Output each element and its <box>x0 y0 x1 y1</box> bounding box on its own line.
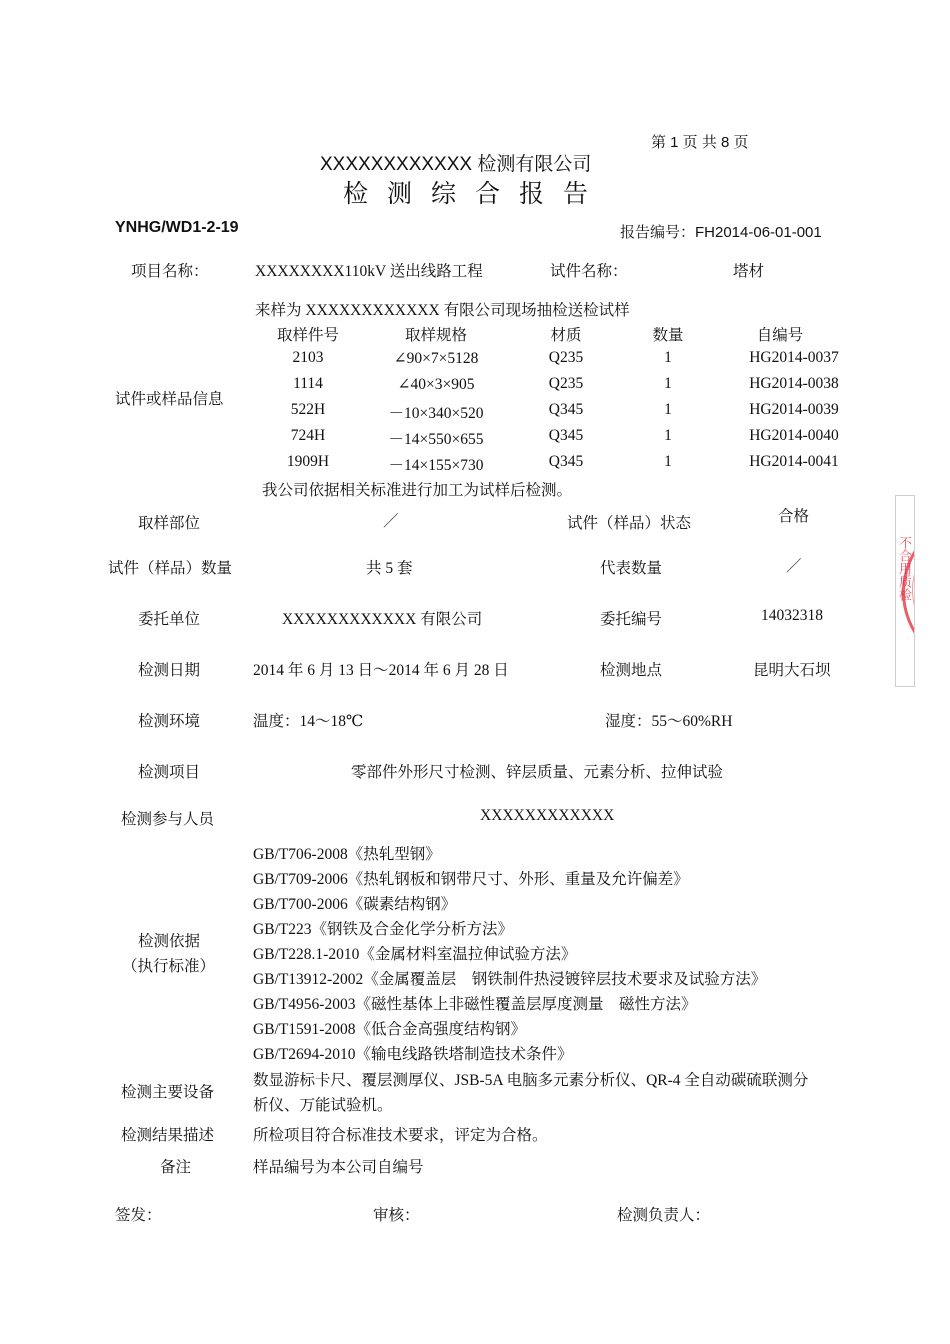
standard-item: GB/T700-2006《碳素结构钢》 <box>253 896 457 913</box>
equipment-label: 检测主要设备 <box>121 1084 215 1101</box>
equipment-line-2: 析仪、万能试验机。 <box>253 1097 393 1114</box>
table-cell: HG2014-0037 <box>749 349 839 366</box>
col-header-material: 材质 <box>550 327 582 344</box>
sample-qty-label: 试件（样品）数量 <box>108 560 233 577</box>
standard-item: GB/T13912-2002《金属覆盖层 钢铁制件热浸镀锌层技术要求及试验方法》 <box>253 971 767 988</box>
standard-item: GB/T706-2008《热轧型钢》 <box>253 846 441 863</box>
test-site-label: 检测地点 <box>600 662 663 679</box>
reviewer-label: 审核： <box>373 1207 420 1224</box>
table-cell: ∠40×3×905 <box>397 376 475 393</box>
staff-label: 检测参与人员 <box>121 811 215 828</box>
commission-no-value: 14032318 <box>761 607 823 624</box>
environment-label: 检测环境 <box>138 713 201 730</box>
test-site-value: 昆明大石坝 <box>753 662 831 679</box>
company-name: XXXXXXXXXXXX 检测有限公司 <box>320 154 592 175</box>
col-header-quantity: 数量 <box>652 327 684 344</box>
rep-qty-label: 代表数量 <box>600 560 663 577</box>
table-cell: Q345 <box>548 427 584 444</box>
col-header-spec: 取样规格 <box>404 327 467 344</box>
sampling-site-label: 取样部位 <box>138 515 201 532</box>
issuer-label: 签发： <box>115 1207 162 1224</box>
table-cell: 1 <box>664 375 672 392</box>
basis-label: 检测依据 <box>138 933 201 950</box>
page-indicator: 第 1 页 共 8 页 <box>651 134 749 151</box>
standard-item: GB/T4956-2003《磁性基体上非磁性覆盖层厚度测量 磁性方法》 <box>253 996 697 1013</box>
sampling-site-value: ／ <box>383 513 399 530</box>
commission-no-label: 委托编号 <box>600 611 663 628</box>
project-label: 项目名称： <box>131 263 209 280</box>
table-cell: Q235 <box>548 375 584 392</box>
standard-item: GB/T228.1-2010《金属材料室温拉伸试验方法》 <box>253 946 577 963</box>
responsible-label: 检测负责人： <box>617 1207 711 1224</box>
table-cell: －10×340×520 <box>388 405 484 422</box>
result-value: 所检项目符合标准技术要求，评定为合格。 <box>253 1127 548 1144</box>
standard-item: GB/T709-2006《热轧钢板和钢带尺寸、外形、重量及允许偏差》 <box>253 871 689 888</box>
client-label: 委托单位 <box>138 611 201 628</box>
table-cell: HG2014-0041 <box>749 453 839 470</box>
project-value: XXXXXXXX110kV 送出线路工程 <box>255 263 483 280</box>
table-cell: 2103 <box>292 349 324 366</box>
table-cell: 1114 <box>293 375 323 392</box>
table-cell: ∠90×7×5128 <box>393 350 479 367</box>
table-cell: Q345 <box>548 401 584 418</box>
table-cell: 1909H <box>286 453 330 470</box>
table-cell: Q235 <box>548 349 584 366</box>
table-cell: 522H <box>290 401 326 418</box>
table-cell: HG2014-0040 <box>749 427 839 444</box>
sample-info-label: 试件或样品信息 <box>115 391 224 408</box>
rep-qty-value: ／ <box>786 558 802 575</box>
report-title: 检测综合报告 <box>343 179 608 208</box>
equipment-line-1: 数显游标卡尺、覆层测厚仪、JSB-5A 电脑多元素分析仪、QR-4 全自动碳硫联测分 <box>253 1072 809 1089</box>
remark-label: 备注 <box>160 1159 192 1176</box>
temperature-value: 温度：14～18℃ <box>253 713 364 730</box>
col-header-part-no: 取样件号 <box>276 327 339 344</box>
specimen-name-label: 试件名称： <box>550 263 628 280</box>
sample-state-label: 试件（样品）状态 <box>567 515 692 532</box>
table-cell: 1 <box>664 401 672 418</box>
standard-item: GB/T1591-2008《低合金高强度结构钢》 <box>253 1021 526 1038</box>
remark-value: 样品编号为本公司自编号 <box>253 1159 424 1176</box>
sample-outro: 我公司依据相关标准进行加工为试样后检测。 <box>262 482 573 499</box>
red-seal-stamp <box>895 495 915 687</box>
table-cell: HG2014-0038 <box>749 375 839 392</box>
test-items-label: 检测项目 <box>138 764 201 781</box>
test-date-value: 2014 年 6 月 13 日～2014 年 6 月 28 日 <box>253 662 509 679</box>
standard-item: GB/T2694-2010《输电线路铁塔制造技术条件》 <box>253 1046 573 1063</box>
client-value: XXXXXXXXXXXX 有限公司 <box>282 611 483 628</box>
doc-code: YNHG/WD1-2-19 <box>115 219 239 236</box>
table-cell: －14×155×730 <box>388 457 484 474</box>
result-label: 检测结果描述 <box>121 1127 215 1144</box>
table-cell: HG2014-0039 <box>749 401 839 418</box>
report-number: 报告编号：FH2014-06-01-001 <box>620 224 822 241</box>
test-date-label: 检测日期 <box>138 662 201 679</box>
basis-label-sub: （执行标准） <box>122 958 216 975</box>
standard-item: GB/T223《钢铁及合金化学分析方法》 <box>253 921 514 938</box>
table-cell: 724H <box>290 427 326 444</box>
table-cell: 1 <box>664 427 672 444</box>
sample-state-value: 合格 <box>778 508 810 525</box>
sample-qty-value: 共 5 套 <box>366 560 413 577</box>
table-cell: 1 <box>664 453 672 470</box>
table-cell: －14×550×655 <box>388 431 484 448</box>
specimen-name-value: 塔材 <box>733 263 765 280</box>
table-cell: 1 <box>664 349 672 366</box>
seal-text: 不合用质检 <box>896 536 911 601</box>
staff-value: XXXXXXXXXXXX <box>480 807 615 824</box>
humidity-value: 湿度：55～60%RH <box>605 713 733 730</box>
col-header-self-no: 自编号 <box>756 327 804 344</box>
test-items-value: 零部件外形尺寸检测、锌层质量、元素分析、拉伸试验 <box>351 764 724 781</box>
table-cell: Q345 <box>548 453 584 470</box>
sample-intro: 来样为 XXXXXXXXXXXX 有限公司现场抽检送检试样 <box>255 302 630 319</box>
